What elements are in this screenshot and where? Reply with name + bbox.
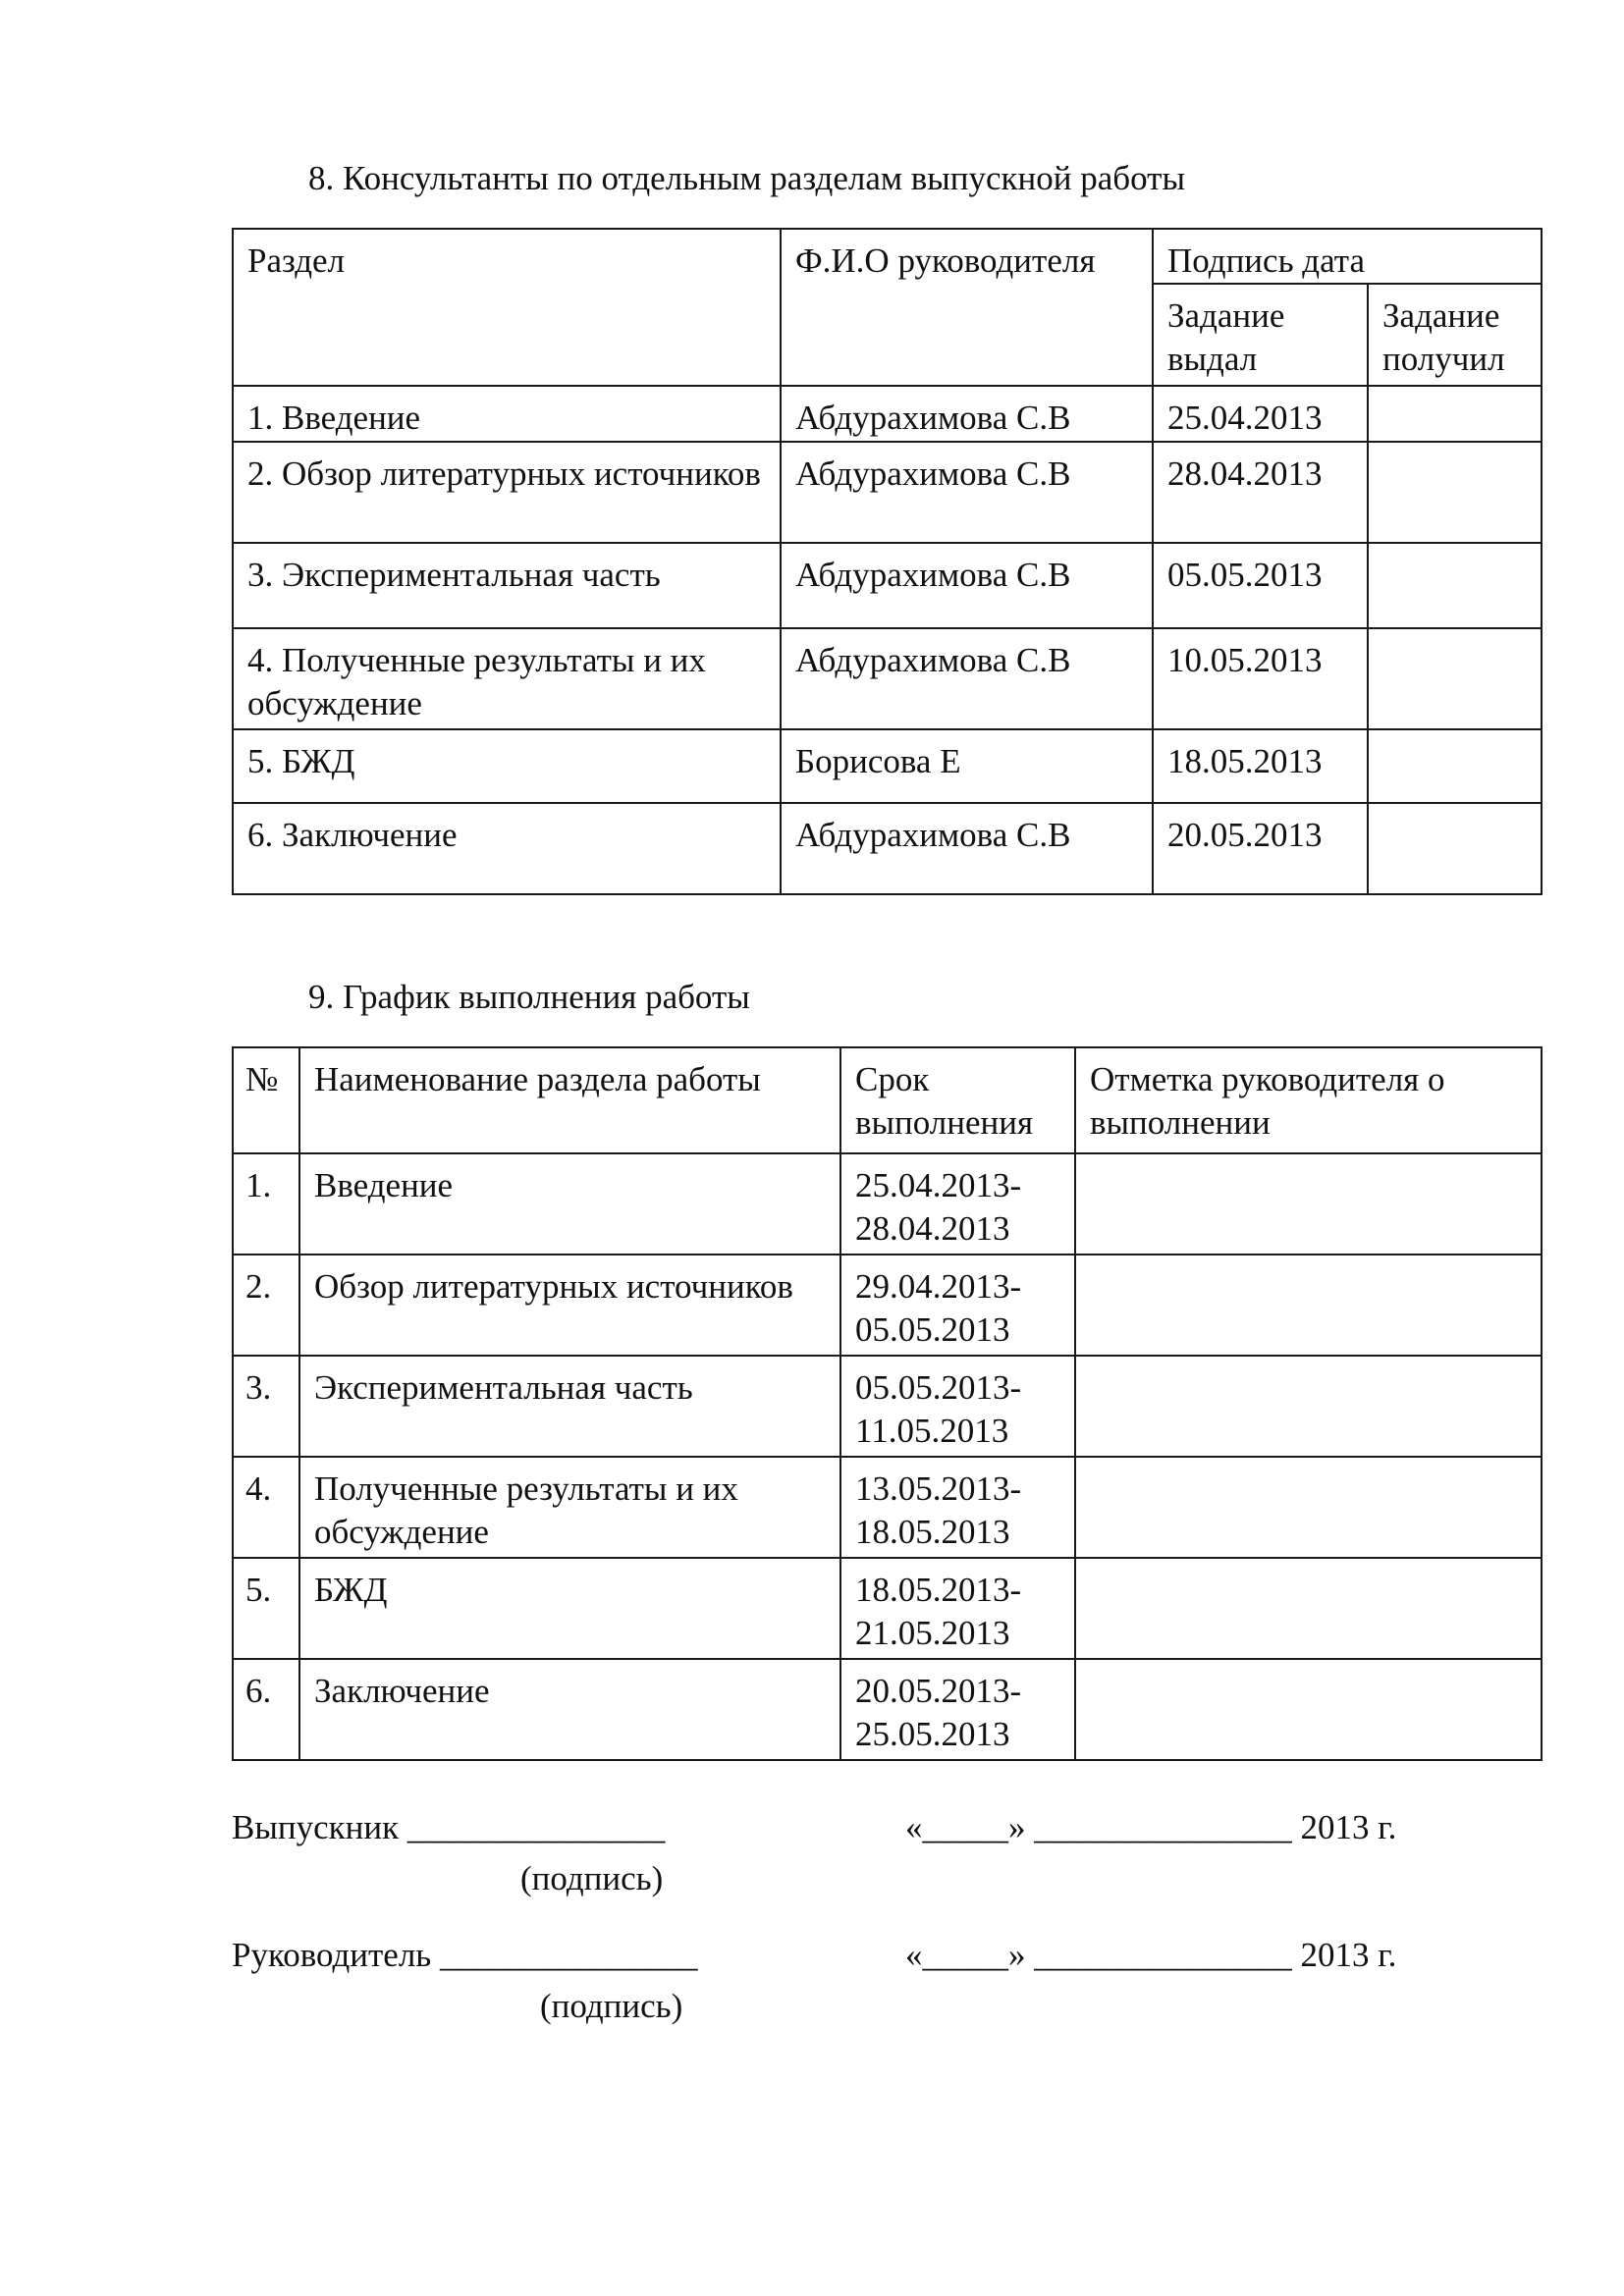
cell-deadline	[840, 1153, 1075, 1255]
supervisor-signature-caption: (подпись)	[540, 1987, 683, 2025]
cell-number: 3.	[233, 1356, 299, 1457]
deadline-to: 21.05.2013	[855, 1614, 1010, 1652]
cell-section: 3. Экспериментальная часть	[233, 543, 781, 628]
header-deadline: Срок выполнения	[840, 1047, 1075, 1153]
cell-received	[1368, 442, 1542, 543]
header-signature-date: Подпись дата	[1153, 229, 1542, 284]
header-number: №	[233, 1047, 299, 1153]
cell-deadline	[840, 1659, 1075, 1760]
table-row	[233, 1659, 1542, 1760]
deadline-to: 11.05.2013	[855, 1412, 1009, 1450]
cell-issued: 10.05.2013	[1153, 628, 1368, 729]
deadline-from: 18.05.2013-	[855, 1571, 1022, 1609]
cell-issued: 28.04.2013	[1153, 442, 1368, 543]
header-section: Раздел	[233, 229, 781, 386]
cell-issued: 25.04.2013	[1153, 386, 1368, 442]
header-title: Наименование раздела работы	[299, 1047, 840, 1153]
table-row	[233, 1558, 1542, 1659]
cell-number: 4.	[233, 1457, 299, 1558]
cell-received	[1368, 729, 1542, 803]
graduate-date-line: «_____» _______________ 2013 г.	[905, 1808, 1397, 1846]
cell-deadline	[840, 1457, 1075, 1558]
cell-mark	[1075, 1558, 1542, 1659]
table-row	[233, 628, 1542, 729]
cell-mark	[1075, 1255, 1542, 1356]
consultants-table	[232, 228, 1543, 895]
table-row	[233, 803, 1542, 894]
cell-section: 2. Обзор литературных источников	[233, 442, 781, 543]
cell-name: Абдурахимова С.В	[781, 628, 1153, 729]
deadline-from: 13.05.2013-	[855, 1469, 1022, 1508]
cell-deadline	[840, 1356, 1075, 1457]
cell-name: Абдурахимова С.В	[781, 386, 1153, 442]
deadline-to: 18.05.2013	[855, 1513, 1010, 1551]
cell-issued: 18.05.2013	[1153, 729, 1368, 803]
cell-title: Обзор литературных источников	[299, 1255, 840, 1356]
cell-mark	[1075, 1457, 1542, 1558]
table-header-row	[233, 1047, 1542, 1153]
header-received: Задание получил	[1368, 284, 1542, 386]
section-9-heading: 9. График выполнения работы	[308, 978, 750, 1016]
cell-mark	[1075, 1659, 1542, 1760]
header-issued: Задание выдал	[1153, 284, 1368, 386]
cell-received	[1368, 803, 1542, 894]
table-row	[233, 1153, 1542, 1255]
cell-section: 1. Введение	[233, 386, 781, 442]
cell-title: Введение	[299, 1153, 840, 1255]
cell-name: Абдурахимова С.В	[781, 803, 1153, 894]
table-row	[233, 386, 1542, 442]
cell-section: 5. БЖД	[233, 729, 781, 803]
table-row	[233, 543, 1542, 628]
header-name: Ф.И.О руководителя	[781, 229, 1153, 386]
cell-number: 5.	[233, 1558, 299, 1659]
cell-number: 2.	[233, 1255, 299, 1356]
cell-issued: 05.05.2013	[1153, 543, 1368, 628]
table-row	[233, 1255, 1542, 1356]
table-row	[233, 442, 1542, 543]
cell-received	[1368, 386, 1542, 442]
cell-received	[1368, 628, 1542, 729]
table-header-row	[233, 229, 1542, 284]
cell-issued: 20.05.2013	[1153, 803, 1368, 894]
deadline-to: 28.04.2013	[855, 1209, 1010, 1248]
cell-deadline	[840, 1255, 1075, 1356]
cell-received	[1368, 543, 1542, 628]
table-row	[233, 729, 1542, 803]
deadline-from: 20.05.2013-	[855, 1672, 1022, 1710]
header-mark: Отметка руководителя о выполнении	[1075, 1047, 1542, 1153]
table-row	[233, 1356, 1542, 1457]
cell-title: Заключение	[299, 1659, 840, 1760]
cell-name: Абдурахимова С.В	[781, 543, 1153, 628]
cell-section: 6. Заключение	[233, 803, 781, 894]
schedule-table	[232, 1046, 1543, 1761]
deadline-from: 29.04.2013-	[855, 1267, 1022, 1306]
table-row	[233, 1457, 1542, 1558]
cell-number: 6.	[233, 1659, 299, 1760]
section-8-heading: 8. Консультанты по отдельным разделам выпускной работы	[308, 159, 1185, 197]
cell-title: Полученные результаты и их обсуждение	[299, 1457, 840, 1558]
cell-section: 4. Полученные результаты и их обсуждение	[233, 628, 781, 729]
deadline-to: 25.05.2013	[855, 1715, 1010, 1753]
cell-title: Экспериментальная часть	[299, 1356, 840, 1457]
cell-number: 1.	[233, 1153, 299, 1255]
cell-title: БЖД	[299, 1558, 840, 1659]
cell-deadline	[840, 1558, 1075, 1659]
cell-name: Абдурахимова С.В	[781, 442, 1153, 543]
cell-name: Борисова Е	[781, 729, 1153, 803]
deadline-from: 25.04.2013-	[855, 1166, 1022, 1204]
supervisor-date-line: «_____» _______________ 2013 г.	[905, 1936, 1397, 1974]
graduate-signature-line: Выпускник _______________	[232, 1808, 666, 1846]
cell-mark	[1075, 1153, 1542, 1255]
supervisor-signature-line: Руководитель _______________	[232, 1936, 698, 1974]
cell-mark	[1075, 1356, 1542, 1457]
deadline-to: 05.05.2013	[855, 1310, 1010, 1349]
deadline-from: 05.05.2013-	[855, 1368, 1022, 1407]
graduate-signature-caption: (подпись)	[520, 1859, 664, 1897]
